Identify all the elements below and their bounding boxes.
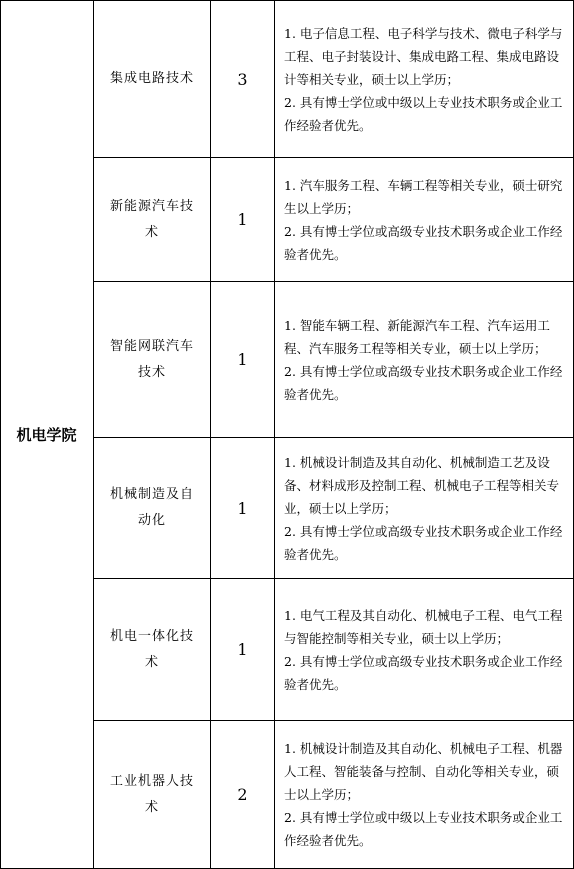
requirement-preference: 2. 具有博士学位或中级以上专业技术职务或企业工作经验者优先。 (284, 810, 563, 848)
requirement-education: 1. 电子信息工程、电子科学与技术、微电子科学与工程、电子封装设计、集成电路工程、集成电路设计等相关专业，硕士以上学历； (284, 25, 563, 87)
requirement-education: 1. 机械设计制造及其自动化、机械电子工程、机器人工程、智能装备与控制、自动化等相关专业，硕士以上学历； (284, 741, 563, 802)
requirement-preference: 2. 具有博士学位或高级专业技术职务或企业工作经验者优先。 (284, 363, 563, 402)
requirement-preference: 2. 具有博士学位或中级以上专业技术职务或企业工作经验者优先。 (284, 94, 563, 133)
major-name: 新能源汽车技术 (109, 198, 194, 240)
requirement-preference: 2. 具有博士学位或高级专业技术职务或企业工作经验者优先。 (284, 223, 563, 262)
requirements-cell (275, 438, 573, 578)
headcount-cell (211, 579, 274, 720)
requirement-education: 1. 智能车辆工程、新能源汽车工程、汽车运用工程、汽车服务工程等相关专业，硕士以上学历； (284, 317, 550, 356)
column-border-0 (0, 0, 1, 869)
requirement-preference: 2. 具有博士学位或高级专业技术职务或企业工作经验者优先。 (284, 523, 563, 562)
major-name: 智能网联汽车技术 (109, 338, 194, 380)
headcount-cell (211, 721, 274, 868)
headcount-cell (211, 282, 274, 437)
headcount-value: 1 (237, 498, 248, 518)
major-cell (94, 438, 210, 578)
major-cell (94, 158, 210, 281)
major-cell (94, 1, 210, 157)
department-cell (0, 0, 93, 869)
major-name: 工业机器人技术 (109, 773, 194, 815)
department-label: 机电学院 (16, 426, 77, 444)
major-cell (94, 579, 210, 720)
requirement-education: 1. 汽车服务工程、车辆工程等相关专业，硕士研究生以上学历； (284, 177, 563, 216)
headcount-value: 2 (237, 785, 248, 804)
requirements-cell (275, 282, 573, 437)
requirement-preference: 2. 具有博士学位或高级专业技术职务或企业工作经验者优先。 (284, 653, 563, 692)
major-cell (94, 282, 210, 437)
headcount-cell (211, 158, 274, 281)
headcount-value: 1 (237, 210, 248, 229)
major-cell (94, 721, 210, 868)
headcount-value: 1 (237, 640, 248, 659)
headcount-cell (211, 1, 274, 157)
requirements-cell (275, 721, 573, 868)
requirements-cell (275, 579, 573, 720)
major-name: 机械制造及自动化 (109, 487, 194, 528)
requirements-cell (275, 158, 573, 281)
headcount-value: 3 (237, 69, 248, 89)
major-name: 机电一体化技术 (109, 628, 194, 670)
headcount-cell (211, 438, 274, 578)
requirement-education: 1. 机械设计制造及其自动化、机械制造工艺及设备、材料成形及控制工程、机械电子工程等相关专业，硕士以上学历； (284, 454, 560, 516)
requirement-education: 1. 电气工程及其自动化、机械电子工程、电气工程与智能控制等相关专业，硕士以上学历； (284, 607, 563, 646)
headcount-value: 1 (237, 350, 248, 369)
major-name: 集成电路技术 (109, 71, 194, 86)
requirements-cell (275, 1, 573, 157)
